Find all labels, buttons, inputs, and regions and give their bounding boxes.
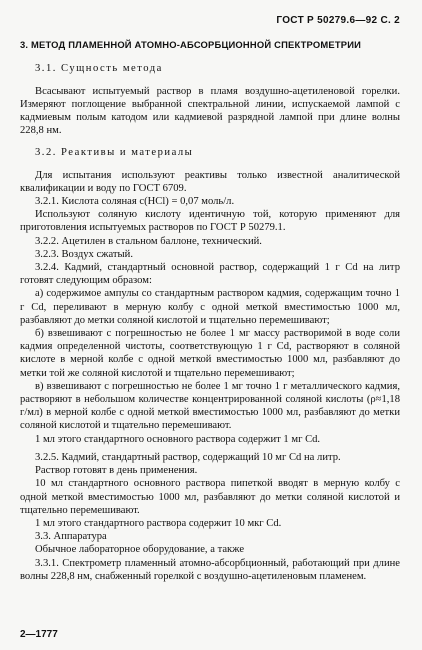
paragraph-item-b: б) взвешивают с погрешностью не более 1 мг массу растворимой в воде соли кадмия определенной чистоты, соответствующую 1 г Cd, растворяют в соляной кислоте в мерной колбе с одной меткой вместимостью 1000 мл, разбавляют до метки той же соляной кислотой и тщательно перемешивают; — [20, 328, 400, 379]
paragraph-3-2-intro: Для испытания используют реактивы только известной аналитической квалификации и воду по ГОСТ 6709. — [20, 169, 400, 194]
subheading-3-1: 3.1. Сущность метода — [35, 63, 163, 75]
paragraph-3-2-3: 3.2.3. Воздух сжатый. — [35, 248, 133, 260]
document-page — [20, 14, 400, 583]
paragraph-3-3: Обычное лабораторное оборудование, а также — [35, 544, 245, 556]
paragraph-3-3-1: 3.3.1. Спектрометр пламенный атомно-абсорбционный, работающий при длине волны 228,8 нм, снабженный горелкой с воздушно-ацетиленовым пламенем. — [20, 557, 400, 582]
subheading-3-3: 3.3. Аппаратура — [35, 531, 107, 543]
paragraph-3-1: Всасывают испытуемый раствор в пламя воздушно-ацетиленовой горелки. Измеряют поглощение выбранной спектральной линии, испускаемой лампой с кадмиевым полым катодом или кадмиевой разрядной лампой при длине волны 228,8 нм. — [20, 85, 400, 137]
paragraph-item-a: а) содержимое ампулы со стандартным раствором кадмия, содержащим точно 1 г Cd, переливают в мерную колбу с одной меткой вместимостью 1000 мл, разбавляют до метки соляной кислотой и тщательно перемешивают; — [20, 288, 400, 326]
paragraph-3-2-1b: Используют соляную кислоту идентичную той, которую применяют для приготовления испытуемых растворов по ГОСТ Р 50279.1. — [20, 209, 400, 234]
paragraph-3-2-5: 3.2.5. Кадмий, стандартный раствор, содержащий 10 мг Cd на литр. — [35, 451, 341, 463]
paragraph-1ml-b: 1 мл этого стандартного раствора содержит 10 мкг Cd. — [35, 517, 282, 529]
page-header: ГОСТ Р 50279.6—92 С. 2 — [276, 15, 400, 26]
paragraph-item-v: в) взвешивают с погрешностью не более 1 мг точно 1 г металлического кадмия, растворяют в небольшом количестве концентрированной соляной кислоты (ρ≈1,18 г/мл) в мерной колбе с одной меткой вместимостью 1000 мл, разбавляют до метки соляной кислотой и тщательно перемешивают. — [20, 380, 400, 432]
paragraph-1ml: 1 мл этого стандартного основного раствора содержит 1 мг Cd. — [35, 433, 321, 445]
paragraph-3-2-1: 3.2.1. Кислота соляная с(HCl) = 0,07 моль/л. — [35, 196, 235, 208]
paragraph-3-2-4: 3.2.4. Кадмий, стандартный основной раствор, содержащий 1 г Cd на литр готовят следующим образом: — [20, 262, 400, 287]
paragraph-prep: Раствор готовят в день применения. — [35, 465, 198, 477]
page-footer: 2—1777 — [20, 629, 58, 640]
paragraph-10ml: 10 мл стандартного основного раствора пипеткой вводят в мерную колбу с одной меткой вместимостью 1000 мл, разбавляют до метки соляной кислотой и тщательно перемешивают. — [20, 478, 400, 516]
subheading-3-2: 3.2. Реактивы и материалы — [35, 147, 194, 159]
paragraph-3-2-2: 3.2.2. Ацетилен в стальном баллоне, технический. — [35, 235, 262, 247]
section-title: 3. МЕТОД ПЛАМЕННОЙ АТОМНО-АБСОРБЦИОННОЙ СПЕКТРОМЕТРИИ — [20, 39, 362, 51]
